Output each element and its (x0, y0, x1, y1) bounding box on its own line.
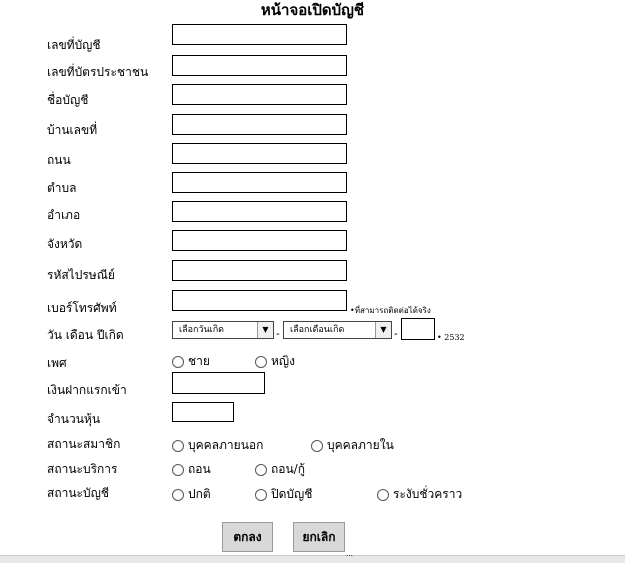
chevron-down-icon: ▼ (257, 322, 273, 338)
label-id-card: เลขที่บัตรประชาชน (47, 65, 149, 79)
month-select-value: เลือกเดือนเกิด (290, 325, 345, 335)
radio-icon[interactable] (255, 489, 267, 501)
house-no-input[interactable] (172, 114, 347, 135)
label-province: จังหวัด (47, 237, 83, 251)
label-account-no: เลขที่บัญชี (47, 38, 101, 52)
postcode-input[interactable] (172, 260, 347, 281)
member-option-internal[interactable]: บุคคลภายใน (311, 436, 394, 455)
service-option-withdraw-loan[interactable]: ถอน/กู้ (255, 460, 305, 479)
member-option-external[interactable]: บุคคลภายนอก (172, 436, 263, 455)
radio-icon[interactable] (172, 489, 184, 501)
label-road: ถนน (47, 153, 71, 167)
label-account-name: ชื่อบัญชี (47, 93, 89, 107)
day-select-value: เลือกวันเกิด (179, 325, 225, 335)
phone-note: •ที่สามารถติดต่อได้จริง (350, 306, 431, 315)
account-option-closed[interactable]: ปิดบัญชี (255, 485, 312, 504)
label-account-status: สถานะบัญชี (47, 486, 109, 500)
id-card-input[interactable] (172, 55, 347, 76)
label-district: อำเภอ (47, 208, 81, 222)
date-separator: - (394, 327, 398, 340)
label-service-status: สถานะบริการ (47, 462, 118, 476)
radio-icon[interactable] (311, 440, 323, 452)
day-select[interactable] (172, 321, 274, 339)
label-birthdate: วัน เดือน ปีเกิด (47, 328, 124, 342)
account-no-input[interactable] (172, 24, 347, 45)
radio-icon[interactable] (255, 464, 267, 476)
account-option-suspended[interactable]: ระงับชั่วคราว (377, 485, 462, 504)
subdistrict-input[interactable] (172, 172, 347, 193)
account-option-normal[interactable]: ปกติ (172, 485, 211, 504)
district-input[interactable] (172, 201, 347, 222)
month-select[interactable] (283, 321, 392, 339)
year-note: • 2532 (437, 333, 465, 342)
page-title: หน้าจอเปิดบัญชี (260, 1, 365, 19)
label-first-deposit: เงินฝากแรกเข้า (47, 383, 127, 397)
cancel-button[interactable]: ยกเลิก (293, 522, 345, 552)
radio-icon[interactable] (255, 356, 267, 368)
radio-icon[interactable] (172, 464, 184, 476)
ok-button[interactable]: ตกลง (222, 522, 273, 552)
label-subdistrict: ตำบล (47, 181, 77, 195)
chevron-down-icon: ▼ (375, 322, 391, 338)
road-input[interactable] (172, 143, 347, 164)
phone-input[interactable] (172, 290, 347, 311)
date-separator: - (276, 327, 280, 340)
label-gender: เพศ (47, 356, 67, 370)
year-input[interactable] (401, 318, 435, 340)
first-deposit-input[interactable] (172, 372, 265, 394)
province-input[interactable] (172, 230, 347, 251)
account-name-input[interactable] (172, 84, 347, 105)
scroll-grip-icon: ⋯ (346, 552, 353, 560)
radio-icon[interactable] (172, 440, 184, 452)
shares-input[interactable] (172, 402, 234, 422)
radio-icon[interactable] (377, 489, 389, 501)
gender-option-female[interactable]: หญิง (255, 352, 295, 371)
label-postcode: รหัสไปรษณีย์ (47, 268, 115, 282)
label-shares: จำนวนหุ้น (47, 412, 101, 426)
gender-option-male[interactable]: ชาย (172, 352, 210, 371)
radio-icon[interactable] (172, 356, 184, 368)
label-member-status: สถานะสมาชิก (47, 437, 121, 451)
label-phone: เบอร์โทรศัพท์ (47, 301, 117, 315)
service-option-withdraw[interactable]: ถอน (172, 460, 211, 479)
label-house-no: บ้านเลขที่ (47, 123, 98, 137)
